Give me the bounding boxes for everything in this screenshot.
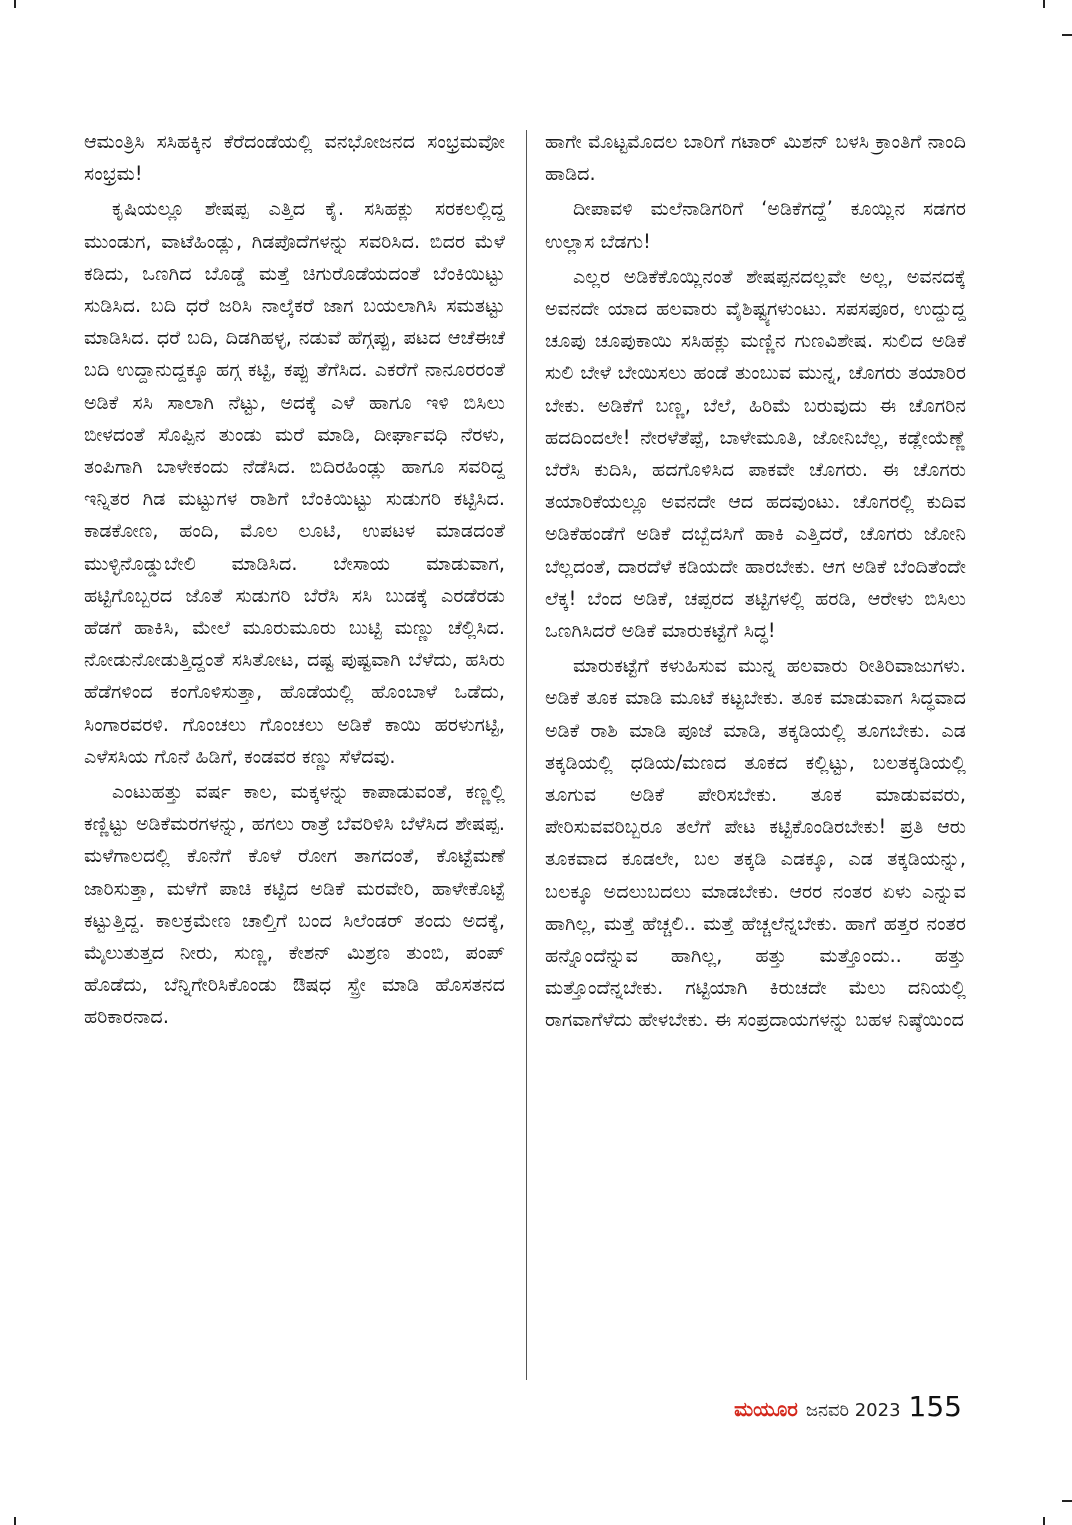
crop-mark-top-left <box>14 0 16 8</box>
page-footer <box>734 1390 962 1430</box>
issue-date: ಜನವರಿ 2023 <box>805 1400 901 1421</box>
page-number: 155 <box>908 1390 962 1423</box>
right-column <box>545 126 966 1384</box>
magazine-logo: ಮಯೂರ <box>734 1397 798 1421</box>
paragraph: ಆಮಂತ್ರಿಸಿ ಸಸಿಹಕ್ಕಿನ ಕೆರೆದಂಡೆಯಲ್ಲಿ ವನಭೋಜನದ ಸಂಭ್ರಮವೋ ಸಂಭ್ರಮ! <box>84 130 505 186</box>
article-body <box>84 126 966 1384</box>
column-divider <box>526 130 527 1380</box>
crop-mark-top-right <box>1043 0 1045 8</box>
crop-mark-right-lower <box>1062 1500 1072 1502</box>
paragraph: ಎಂಟುಹತ್ತು ವರ್ಷ ಕಾಲ, ಮಕ್ಕಳನ್ನು ಕಾಪಾಡುವಂತೆ, ಕಣ್ಣಲ್ಲಿ ಕಣ್ಣಿಟ್ಟು ಅಡಿಕೆಮರಗಳನ್ನು, ಹಗಲು ರಾತ್ರೆ ಬೆವರಿಳಿಸಿ ಬೆಳೆಸಿದ ಶೇಷಪ್ಪ. ಮಳೆಗಾಲದಲ್ಲಿ ಕೊನೆಗೆ ಕೊಳೆ ರೋಗ ತಾಗದಂತೆ, ಕೊಟ್ಟೆಮಣೆ ಜಾರಿಸುತ್ತಾ, ಮಳೆಗೆ ಪಾಚಿ ಕಟ್ಟಿದ ಅಡಿಕೆ ಮರವೇರಿ, ಹಾಳೇಕೊಟ್ಟೆ ಕಟ್ಟುತ್ತಿದ್ದ. ಕಾಲಕ್ರಮೇಣ ಚಾಲ್ತಿಗೆ ಬಂದ ಸಿಲೆಂಡರ್ ತಂದು ಅದಕ್ಕೆ, ಮೈಲುತುತ್ತದ ನೀರು, ಸುಣ್ಣ, ಕೇಶನ್ ಮಿಶ್ರಣ ತುಂಬಿ, ಪಂಪ್ ಹೊಡೆದು, ಬೆನ್ನಿಗೇರಿಸಿಕೊಂಡು ಔಷಧ ಸ್ಪ್ರೇ ಮಾಡಿ ಹೊಸತನದ ಹರಿಕಾರನಾದ. <box>84 780 505 1029</box>
paragraph: ಮಾರುಕಟ್ಟೆಗೆ ಕಳುಹಿಸುವ ಮುನ್ನ ಹಲವಾರು ರೀತಿರಿವಾಜುಗಳು. ಅಡಿಕೆ ತೂಕ ಮಾಡಿ ಮೂಟೆ ಕಟ್ಟಬೇಕು. ತೂಕ ಮಾಡುವಾಗ ಸಿದ್ಧವಾದ ಅಡಿಕೆ ರಾಶಿ ಮಾಡಿ ಪೂಜೆ ಮಾಡಿ, ತಕ್ಕಡಿಯಲ್ಲಿ ತೂಗಬೇಕು. ಎಡ ತಕ್ಕಡಿಯಲ್ಲಿ ಧಡಿಯ/ಮಣದ ತೂಕದ ಕಲ್ಲಿಟ್ಟು, ಬಲತಕ್ಕಡಿಯಲ್ಲಿ ತೂಗುವ ಅಡಿಕೆ ಪೇರಿಸಬೇಕು. ತೂಕ ಮಾಡುವವರು, ಪೇರಿಸುವವರಿಬ್ಬರೂ ತಲೆಗೆ ಪೇಟ ಕಟ್ಟಿಕೊಂಡಿರಬೇಕು! ಪ್ರತಿ ಆರು ತೂಕವಾದ ಕೂಡಲೇ, ಬಲ ತಕ್ಕಡಿ ಎಡಕ್ಕೂ, ಎಡ ತಕ್ಕಡಿಯನ್ನು, ಬಲಕ್ಕೂ ಅದಲುಬದಲು ಮಾಡಬೇಕು. ಆರರ ನಂತರ ಏಳು ಎನ್ನುವ ಹಾಗಿಲ್ಲ, ಮತ್ತೆ ಹೆಚ್ಚಲಿ.. ಮತ್ತೆ ಹೆಚ್ಚಲೆನ್ನಬೇಕು. ಹಾಗೆ ಹತ್ತರ ನಂತರ ಹನ್ನೊಂದೆನ್ನುವ ಹಾಗಿಲ್ಲ, ಹತ್ತು ಮತ್ತೊಂದು.. ಹತ್ತು ಮತ್ತೊಂದೆನ್ನಬೇಕು. ಗಟ್ಟಿಯಾಗಿ ಕಿರುಚದೇ ಮೆಲು ದನಿಯಲ್ಲಿ ರಾಗವಾಗೆಳೆದು ಹೇಳಬೇಕು. ಈ ಸಂಪ್ರದಾಯಗಳನ್ನು ಬಹಳ ನಿಷ್ಠೆಯಿಂದ <box>545 654 966 1032</box>
crop-mark-bottom-right <box>1043 1517 1045 1525</box>
paragraph: ಹಾಗೇ ಮೊಟ್ಟಮೊದಲ ಬಾರಿಗೆ ಗಟಾರ್ ಮಿಶನ್ ಬಳಸಿ ಕ್ರಾಂತಿಗೆ ನಾಂದಿ ಹಾಡಿದ. <box>545 130 966 186</box>
paragraph: ಕೃಷಿಯಲ್ಲೂ ಶೇಷಪ್ಪ ಎತ್ತಿದ ಕೈ. ಸಸಿಹಕ್ಲು ಸರಕಲಲ್ಲಿದ್ದ ಮುಂಡುಗ, ವಾಟೆಹಿಂಡ್ಲು, ಗಿಡಪೊದೆಗಳನ್ನು ಸವರಿಸಿದ. ಬಿದರ ಮೆಳೆ ಕಡಿದು, ಒಣಗಿದ ಬೊಡ್ಡೆ ಮತ್ತೆ ಚಿಗುರೊಡೆಯದಂತೆ ಬೆಂಕಿಯಿಟ್ಟು ಸುಡಿಸಿದ. ಬದಿ ಧರೆ ಜರಿಸಿ ನಾಲ್ಕೆಕರೆ ಜಾಗ ಬಯಲಾಗಿಸಿ ಸಮತಟ್ಟು ಮಾಡಿಸಿದ. ಧರೆ ಬದಿ, ದಿಡಗಿಹಳ್ಳ, ನಡುವೆ ಹೆಗ್ಗಪ್ಪು, ಪಟದ ಆಚೆಈಚೆ ಬದಿ ಉದ್ದಾನುದ್ದಕ್ಕೂ ಹಗ್ಗ ಕಟ್ಟಿ, ಕಪ್ಪು ತೆಗೆಸಿದ. ಎಕರೆಗೆ ನಾನೂರರಂತೆ ಅಡಿಕೆ ಸಸಿ ಸಾಲಾಗಿ ನೆಟ್ಟು, ಅದಕ್ಕೆ ಎಳೆ ಹಾಗೂ ಇಳಿ ಬಿಸಿಲು ಬೀಳದಂತೆ ಸೊಪ್ಪಿನ ತುಂಡು ಮರೆ ಮಾಡಿ, ದೀರ್ಘಾವಧಿ ನೆರಳು, ತಂಪಿಗಾಗಿ ಬಾಳೇಕಂದು ನೆಡೆಸಿದ. ಬಿದಿರಹಿಂಡ್ಲು ಹಾಗೂ ಸವರಿದ್ದ ಇನ್ನಿತರ ಗಿಡ ಮಟ್ಟುಗಳ ರಾಶಿಗೆ ಬೆಂಕಿಯಿಟ್ಟು ಸುಡುಗರಿ ಕಟ್ಟಿಸಿದ. ಕಾಡಕೋಣ, ಹಂದಿ, ಮೊಲ ಲೂಟಿ, ಉಪಟಳ ಮಾಡದಂತೆ ಮುಳ್ಳಿನೊಡ್ಡುಬೇಲಿ ಮಾಡಿಸಿದ. ಬೇಸಾಯ ಮಾಡುವಾಗ, ಹಟ್ಟಿಗೊಬ್ಬರದ ಜೊತೆ ಸುಡುಗರಿ ಬೆರೆಸಿ ಸಸಿ ಬುಡಕ್ಕೆ ಎರಡೆರಡು ಹೆಡಗೆ ಹಾಕಿಸಿ, ಮೇಲೆ ಮೂರುಮೂರು ಬುಟ್ಟಿ ಮಣ್ಣು ಚೆಲ್ಲಿಸಿದ. ನೋಡುನೋಡುತ್ತಿದ್ದಂತೆ ಸಸಿತೋಟ, ದಷ್ಟ ಪುಷ್ಟವಾಗಿ ಬೆಳೆದು, ಹಸಿರು ಹೆಡೆಗಳಿಂದ ಕಂಗೊಳಿಸುತ್ತಾ, ಹೊಡೆಯಲ್ಲಿ ಹೊಂಬಾಳೆ ಒಡೆದು, ಸಿಂಗಾರವರಳಿ. ಗೊಂಚಲು ಗೊಂಚಲು ಅಡಿಕೆ ಕಾಯಿ ಹರಳುಗಟ್ಟಿ, ಎಳೆಸಸಿಯ ಗೊನೆ ಹಿಡಿಗೆ, ಕಂಡವರ ಕಣ್ಣು ಸೆಳೆದವು. <box>84 197 505 768</box>
left-column <box>84 126 505 1384</box>
paragraph: ದೀಪಾವಳಿ ಮಲೆನಾಡಿಗರಿಗೆ ‘ಅಡಿಕೆಗದ್ದೆ’ ಕೂಯ್ಲಿನ ಸಡಗರ ಉಲ್ಲಾಸ ಬೆಡಗು! <box>545 197 966 253</box>
crop-mark-right-upper <box>1062 34 1072 36</box>
crop-mark-bottom-left <box>14 1517 16 1525</box>
paragraph: ಎಲ್ಲರ ಅಡಿಕೆಕೊಯ್ಲಿನಂತೆ ಶೇಷಪ್ಪನದಲ್ಲವೇ ಅಲ್ಲ, ಅವನದಕ್ಕೆ ಅವನದೇ ಯಾದ ಹಲವಾರು ವೈಶಿಷ್ಟ್ಯಗಳುಂಟು. ಸಪಸಪೂರ, ಉದ್ದುದ್ದ ಚೂಪು ಚೂಪುಕಾಯಿ ಸಸಿಹಕ್ಲು ಮಣ್ಣಿನ ಗುಣವಿಶೇಷ. ಸುಲಿದ ಅಡಿಕೆ ಸುಲಿ ಬೇಳೆ ಬೇಯಿಸಲು ಹಂಡೆ ತುಂಬುವ ಮುನ್ನ, ಚೊಗರು ತಯಾರಿರ ಬೇಕು. ಅಡಿಕೆಗೆ ಬಣ್ಣ, ಬೆಲೆ, ಹಿರಿಮೆ ಬರುವುದು ಈ ಚೊಗರಿನ ಹದದಿಂದಲೇ! ನೇರಳೆತೆಪ್ಪೆ, ಬಾಳೇಮೂತಿ, ಜೋನಿಬೆಲ್ಲ, ಕಡ್ಲೇಯೆಣ್ಣೆ ಬೆರೆಸಿ ಕುದಿಸಿ, ಹದಗೊಳಿಸಿದ ಪಾಕವೇ ಚೊಗರು. ಈ ಚೊಗರು ತಯಾರಿಕೆಯಲ್ಲೂ ಅವನದೇ ಆದ ಹದವುಂಟು. ಚೊಗರಲ್ಲಿ ಕುದಿವ ಅಡಿಕೆಹಂಡೆಗೆ ಅಡಿಕೆ ದಬ್ಬೆದಸಿಗೆ ಹಾಕಿ ಎತ್ತಿದರೆ, ಚೊಗರು ಜೋನಿ ಬೆಲ್ಲದಂತೆ, ದಾರದೆಳೆ ಕಡಿಯದೇ ಹಾರಬೇಕು. ಆಗ ಅಡಿಕೆ ಬೆಂದಿತೆಂದೇ ಲೆಕ್ಕ! ಬೆಂದ ಅಡಿಕೆ, ಚಪ್ಪರದ ತಟ್ಟಿಗಳಲ್ಲಿ ಹರಡಿ, ಆರೇಳು ಬಿಸಿಲು ಒಣಗಿಸಿದರೆ ಅಡಿಕೆ ಮಾರುಕಟ್ಟೆಗೆ ಸಿದ್ಧ! <box>545 264 966 643</box>
